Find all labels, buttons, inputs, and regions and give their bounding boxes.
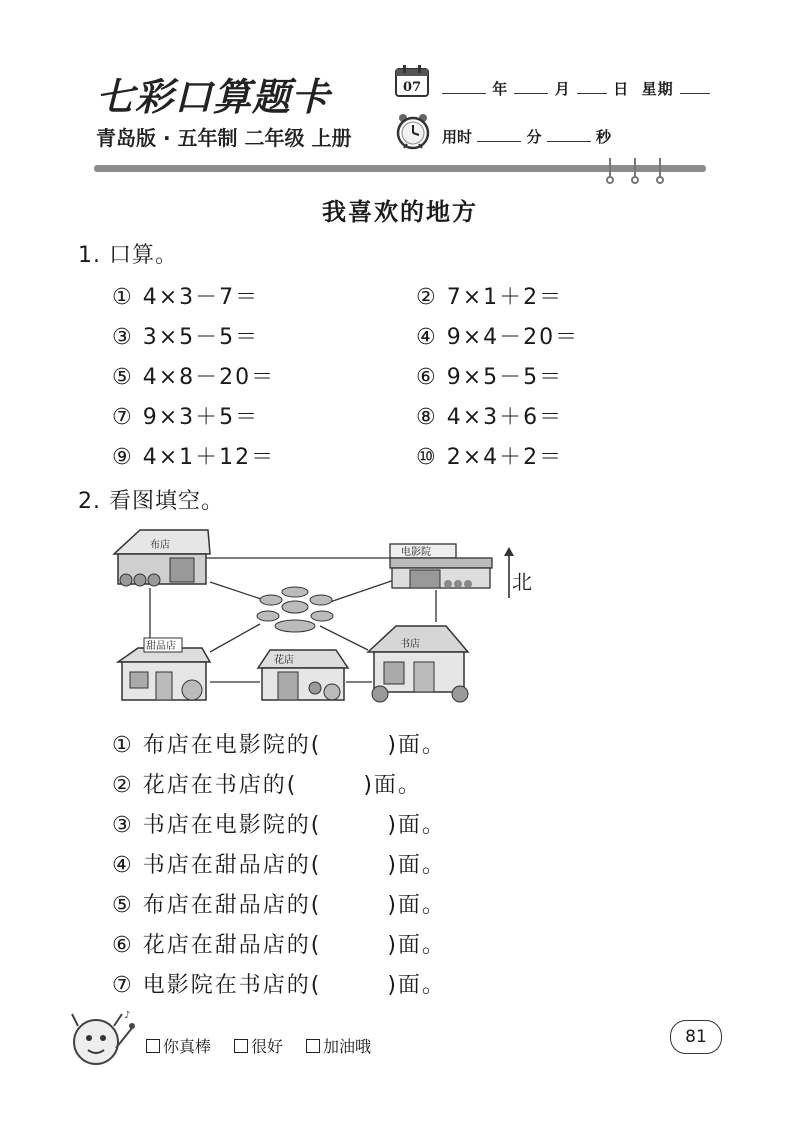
rating-keep-going[interactable]: 加油哦: [306, 1034, 371, 1057]
fill-item-5: ⑤ 布店在甜品店的( )面。: [112, 893, 446, 918]
fill-item-1: ① 布店在电影院的( )面。: [112, 733, 446, 758]
fill-item-3: ③ 书店在电影院的( )面。: [112, 813, 446, 838]
equation-8: ⑧ 4×3＋6＝: [416, 405, 564, 430]
label-dessert-shop: 甜品店: [146, 641, 176, 652]
equation-3: ③ 3×5－5＝: [112, 325, 260, 350]
equation-7: ⑦ 9×3＋5＝: [112, 405, 260, 430]
page-number: 81: [670, 1020, 722, 1054]
north-label: 北: [512, 570, 532, 594]
building-flower-shop: [258, 650, 348, 700]
seconds-blank[interactable]: [547, 141, 591, 142]
equation-4: ④ 9×4－20＝: [416, 325, 580, 350]
weekday-label: 星期: [641, 80, 674, 98]
label-flower-shop: 花店: [274, 655, 294, 666]
month-label: 月: [554, 80, 571, 98]
day-label: 日: [613, 80, 630, 98]
checkbox-keep-going[interactable]: [306, 1039, 320, 1053]
minutes-label: 分: [526, 128, 542, 146]
seconds-label: 秒: [595, 128, 611, 146]
binder-clips-icon: [600, 156, 670, 186]
equation-6: ⑥ 9×5－5＝: [416, 365, 564, 390]
fill-item-4: ④ 书店在甜品店的( )面。: [112, 853, 446, 878]
year-label: 年: [492, 80, 509, 98]
town-map: [110, 522, 494, 708]
equation-1: ① 4×3－7＝: [112, 285, 260, 310]
section2-heading: 2. 看图填空。: [78, 489, 224, 514]
brand-title: 七彩口算题卡: [96, 74, 331, 119]
page-title: 我喜欢的地方: [322, 198, 478, 226]
date-fields: [442, 78, 710, 99]
section1-heading: 1. 口算。: [78, 243, 178, 268]
calendar-day: 07: [402, 80, 422, 95]
year-blank[interactable]: [442, 93, 486, 94]
month-blank[interactable]: [514, 93, 548, 94]
rating-excellent[interactable]: 你真棒: [146, 1034, 211, 1057]
rating-good[interactable]: 很好: [234, 1034, 283, 1057]
fill-item-7: ⑦ 电影院在书店的( )面。: [112, 973, 446, 998]
clock-icon: [394, 112, 432, 150]
day-blank[interactable]: [577, 93, 607, 94]
fill-item-6: ⑥ 花店在甜品店的( )面。: [112, 933, 446, 958]
checkbox-good[interactable]: [234, 1039, 248, 1053]
label-book-shop: 书店: [400, 639, 420, 650]
equation-9: ⑨ 4×1＋12＝: [112, 445, 276, 470]
equation-2: ② 7×1＋2＝: [416, 285, 564, 310]
time-fields: [442, 126, 611, 147]
calendar-icon: [394, 64, 430, 98]
edition-label: 青岛版 · 五年制 二年级 上册: [96, 126, 352, 150]
svg-text:♪: ♪: [124, 1010, 131, 1021]
equation-5: ⑤ 4×8－20＝: [112, 365, 276, 390]
equation-10: ⑩ 2×4＋2＝: [416, 445, 564, 470]
minutes-blank[interactable]: [477, 141, 521, 142]
label-cinema: 电影院: [401, 547, 431, 558]
mascot-icon: [66, 1004, 140, 1076]
fill-item-2: ② 花店在书店的( )面。: [112, 773, 422, 798]
building-book-shop: [368, 626, 468, 702]
checkbox-excellent[interactable]: [146, 1039, 160, 1053]
label-cloth-shop: 布店: [150, 540, 170, 551]
weekday-blank[interactable]: [680, 93, 710, 94]
time-used-label: 用时: [442, 128, 473, 146]
